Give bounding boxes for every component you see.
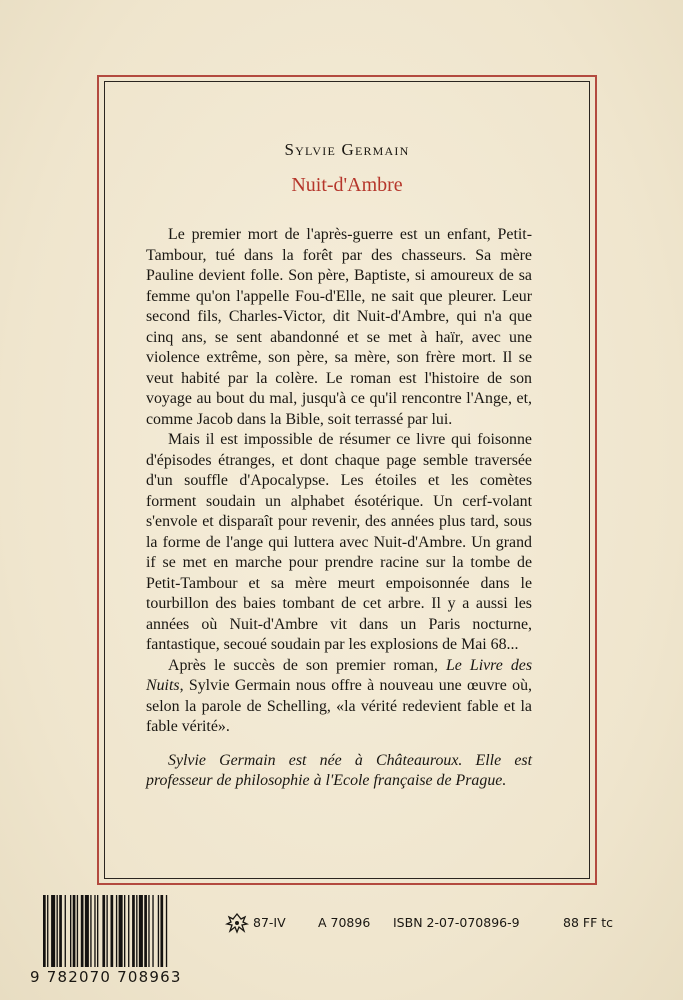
book-title: Nuit-d'Ambre	[291, 174, 403, 196]
reference-number: A 70896	[318, 915, 371, 930]
blurb	[146, 225, 532, 792]
blurb-paragraph-3: Après le succès de son premier roman, Le Livre des Nuits, Sylvie Germain nous offre à nouveau une œuvre où, selon la parole de Schelling, «la vérité redevient fable et la fable vérité».	[146, 656, 532, 735]
book-reference: Le Livre des Nuits	[146, 656, 532, 694]
barcode-number: 9 782070 708963	[30, 968, 182, 986]
blurb-paragraph-1: Le premier mort de l'après-guerre est un enfant, Petit-Tambour, tué dans la forêt par des chasseurs. Sa mère Pauline devient folle. Son père, Baptiste, si amoureux de sa femme qu'on l'appelle Fou-d'Elle, ne sait que pleurer. Leur second fils, Charles-Victor, dit Nuit-d'Ambre, qui n'a que cinq ans, se sent abandonné et se met à haïr, avec une violence extrême, son père, sa mère, son frère mort. Il se veut habité par la colère. Le roman est l'histoire de son voyage au bout du mal, jusqu'à ce qu'il rencontre l'Ange, et, comme Jacob dans la Bible, soit terrassé par lui.	[146, 226, 532, 428]
author-name: Sylvie Germain	[284, 140, 410, 159]
barcode-icon	[42, 895, 212, 967]
isbn-number: ISBN 2-07-070896-9	[393, 915, 520, 930]
price-label: 88 FF tc	[563, 915, 614, 930]
blurb-paragraph-2: Mais il est impossible de résumer ce livre qui foisonne d'épisodes étranges, et dont chaque page semble traversée d'un souffle d'Apocalypse. Les étoiles et les comètes forment soudain un alphabet ésotérique. Un cerf-volant s'envole et disparaît pour revenir, des années plus tard, sous la forme de l'ange qui luttera avec Nuit-d'Ambre. Un grand if se met en marche pour prendre racine sur la tombe de Petit-Tambour et sa mère meurt empoisonnée dans le tourbillon des baies tombant de cet arbre. Il y a aussi les années où Nuit-d'Ambre vit dans un Paris nocturne, fantastique, secoué soudain par les explosions de Mai 68...	[146, 431, 532, 653]
barcode-block	[0, 895, 683, 995]
catalog-code: 87-IV	[253, 915, 286, 930]
author-note: Sylvie Germain est née à Châteauroux. Elle est professeur de philosophie à l'Ecole française de Prague.	[146, 751, 532, 789]
publisher-logo-icon	[225, 912, 249, 934]
